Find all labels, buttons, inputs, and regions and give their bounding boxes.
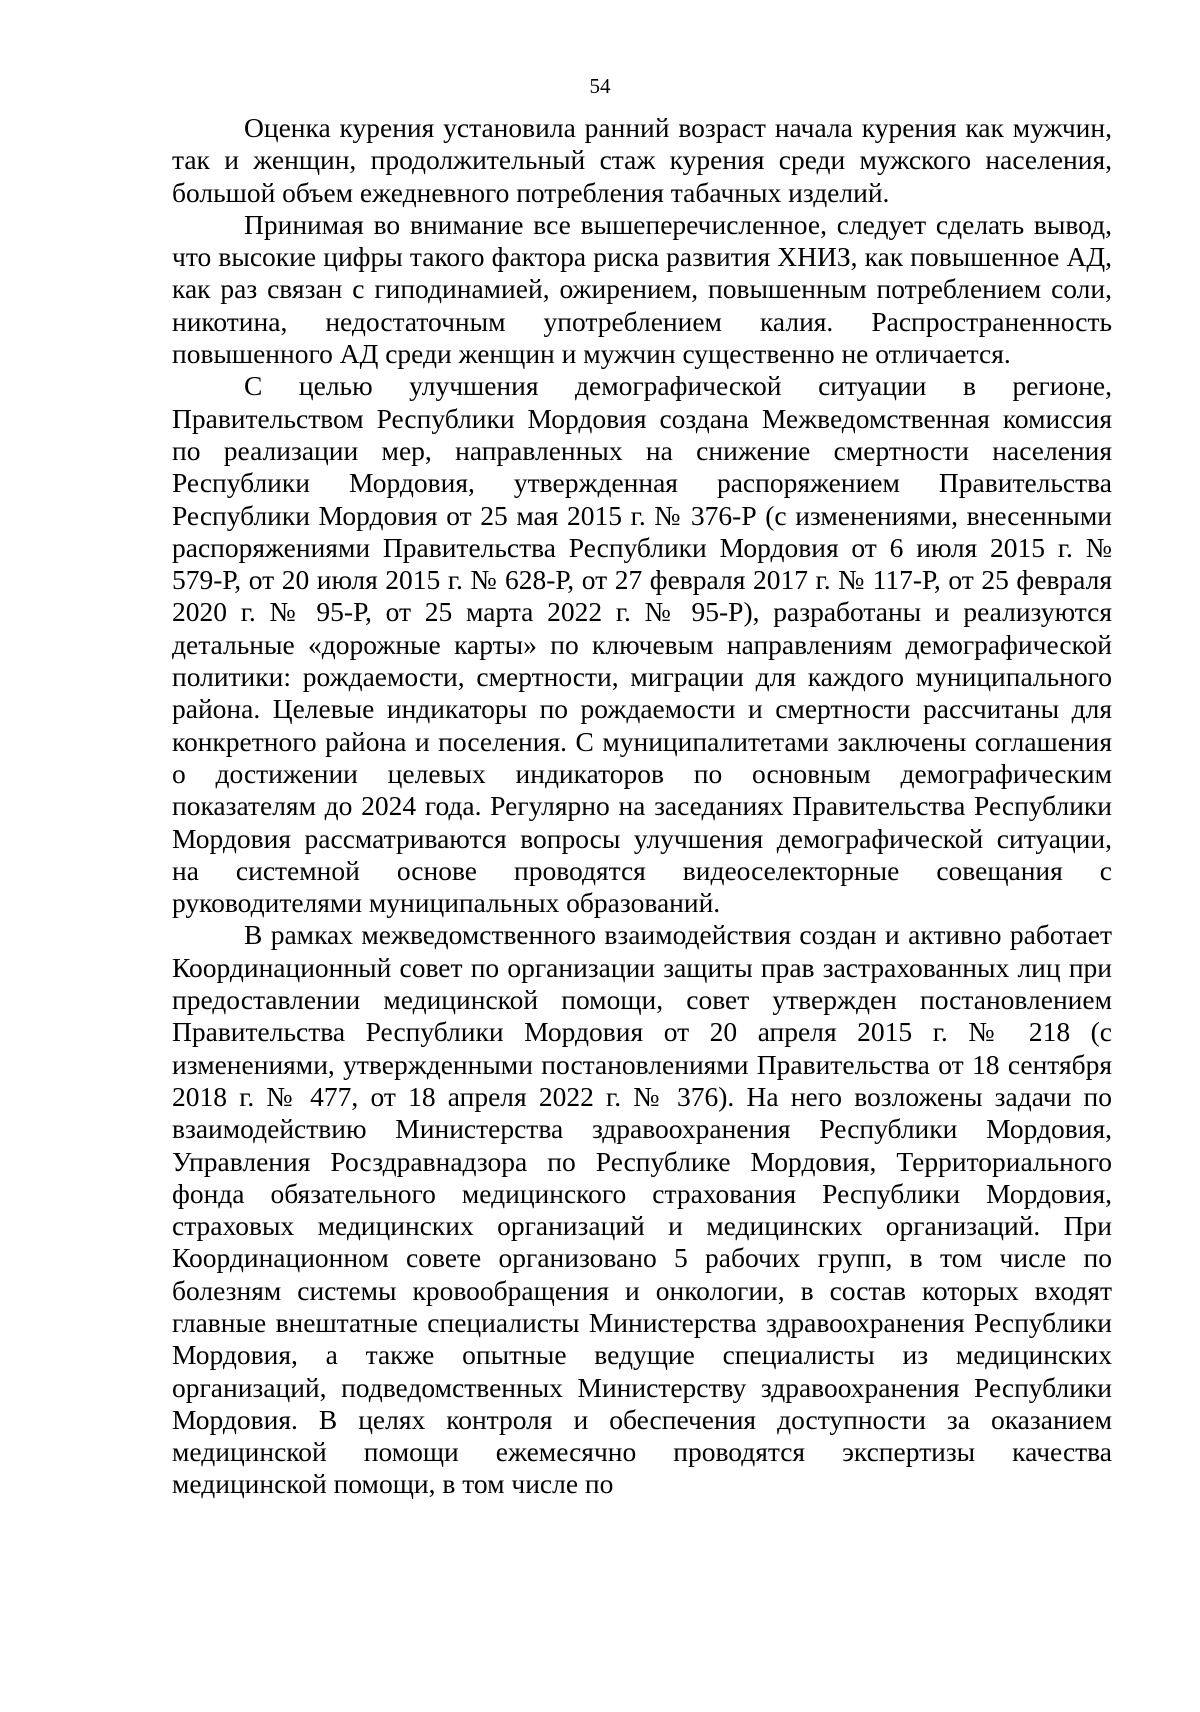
paragraph-smoking-assessment: Оценка курения установила ранний возраст начала курения как мужчин, так и женщин, продолжительный стаж курения среди мужского населения, большой объем ежедневного потребления табачных изделий. [172,112,1112,208]
paragraph-risk-factors: Принимая во внимание все вышеперечисленное, следует сделать вывод, что высокие цифры такого фактора риска развития ХНИЗ, как повышенное АД, как раз связан с гиподинамией, ожирением, повышенным потреблением соли, никотина, недостаточным употреблением калия. Распространенность повышенного АД среди женщин и мужчин существенно не отличается. [172,208,1112,370]
paragraph-coordination-council: В рамках межведомственного взаимодействия создан и активно работает Координационный совет по организации защиты прав застрахованных лиц при предоставлении медицинской помощи, совет утвержден постановлением Правительства Республики Мордовия от 20 апреля 2015 г. № 218 (с изменениями, утвержденными постановлениями Правительства от 18 сентября 2018 г. № 477, от 18 апреля 2022 г. № 376). На него возложены задачи по взаимодействию Министерства здравоохранения Республики Мордовия, Управления Росздравнадзора по Республике Мордовия, Территориального фонда обязательного медицинского страхования Республики Мордовия, страховых медицинских организаций и медицинских организаций. При Координационном совете организовано 5 рабочих групп, в том числе по болезням системы кровообращения и онкологии, в состав которых входят главные внештатные специалисты Министерства здравоохранения Республики Мордовия, а также опытные ведущие специалисты из медицинских организаций, подведомственных Министерству здравоохранения Республики Мордовия. В целях контроля и обеспечения доступности за оказанием медицинской помощи ежемесячно проводятся экспертизы качества медицинской помощи, в том числе по [172,919,1112,1500]
document-body [172,112,1112,1501]
page-number: 54 [589,74,611,98]
paragraph-demographic-commission: С целью улучшения демографической ситуации в регионе, Правительством Республики Мордовия создана Межведомственная комиссия по реализации мер, направленных на снижение смертности населения Республики Мордовия, утвержденная распоряжением Правительства Республики Мордовия от 25 мая 2015 г. № 376-Р (с изменениями, внесенными распоряжениями Правительства Республики Мордовия от 6 июля 2015 г. № 579-Р, от 20 июля 2015 г. № 628-Р, от 27 февраля 2017 г. № 117-Р, от 25 февраля 2020 г. № 95-Р, от 25 марта 2022 г. № 95-Р), разработаны и реализуются детальные «дорожные карты» по ключевым направлениям демографической политики: рождаемости, смертности, миграции для каждого муниципального района. Целевые индикаторы по рождаемости и смертности рассчитаны для конкретного района и поселения. С муниципалитетами заключены соглашения о достижении целевых индикаторов по основным демографическим показателям до 2024 года. Регулярно на заседаниях Правительства Республики Мордовия рассматриваются вопросы улучшения демографической ситуации, на системной основе проводятся видеоселекторные совещания с руководителями муниципальных образований. [172,370,1112,919]
